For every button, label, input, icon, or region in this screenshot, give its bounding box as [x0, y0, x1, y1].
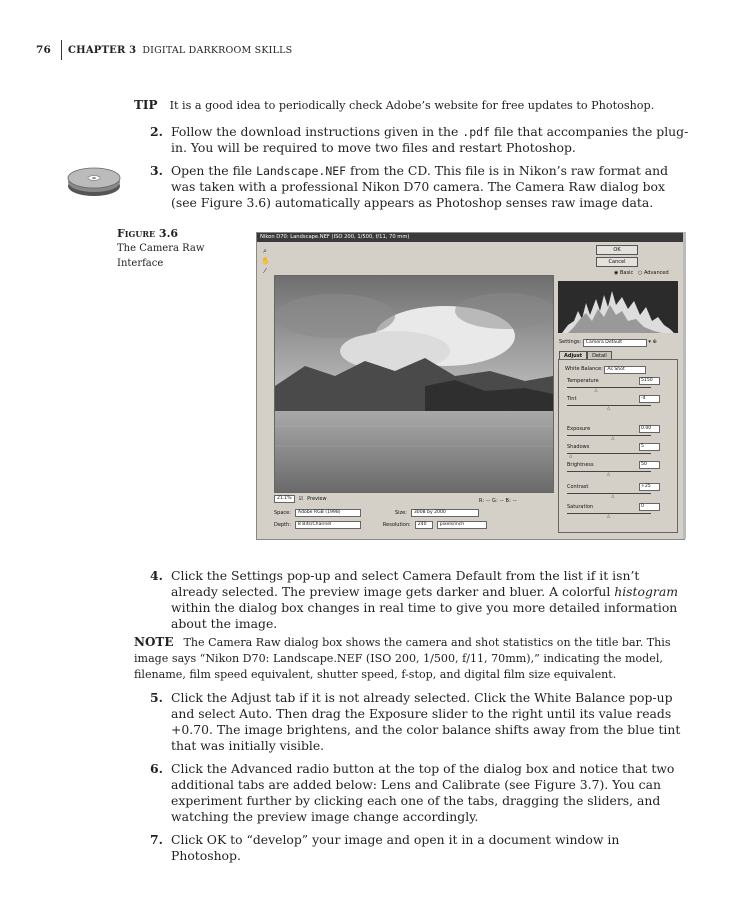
resolution-unit-select[interactable]: pixels/inch [437, 521, 487, 529]
step-item [150, 832, 690, 864]
step-text: file that accompanies the plug-in. You will be required to move two files and restart Photoshop. [171, 124, 689, 155]
step-number: 4. [150, 568, 163, 583]
eyedropper-tool-icon[interactable]: ⁄ [264, 267, 266, 275]
step-item [150, 761, 690, 825]
filename-code: Landscape.NEF [256, 164, 347, 178]
figure-caption [117, 226, 237, 271]
depth-label: Depth: [274, 522, 291, 528]
slider-shadows [567, 444, 673, 462]
depth-select[interactable]: 8 Bits/Channel [295, 521, 361, 529]
slider-value-input[interactable]: 5150 [639, 377, 660, 385]
slider-value-input[interactable]: 5 [639, 443, 660, 451]
white-balance-select[interactable]: As Shot [604, 366, 646, 374]
header-divider [61, 40, 62, 60]
settings-row [559, 339, 657, 347]
figure-shadow [683, 232, 686, 539]
slider-label: Contrast [567, 484, 589, 490]
slider-value-input[interactable]: 50 [639, 461, 660, 469]
slider-thumb-icon[interactable]: △ [611, 493, 615, 498]
settings-label: Settings: [559, 339, 582, 345]
dialog-titlebar: Nikon D70: Landscape.NEF (ISO 200, 1/500, f/11, 70 mm) [257, 233, 684, 242]
step-list-top [150, 124, 690, 218]
slider-exposure [567, 426, 673, 444]
slider-contrast [567, 484, 673, 502]
figure-number: Figure 3.6 [117, 227, 179, 240]
space-label: Space: [274, 510, 291, 516]
slider-track[interactable] [567, 453, 651, 454]
basic-radio-label: Basic [619, 270, 634, 276]
step-text: Click the Adjust tab if it is not already selected. Click the White Balance pop-up and select Auto. Then drag the Exposure slider to the right until its value reads +0.70. The image brightens, and the color balance shifts away from the blue tint that was initially visible. [171, 690, 681, 753]
step-item [150, 163, 690, 211]
space-select[interactable]: Adobe RGB (1998) [295, 509, 361, 517]
tip-label: TIP [134, 98, 158, 112]
settings-menu-icon[interactable]: ▾ ⊕ [648, 339, 657, 345]
step-text: Click OK to “develop” your image and open it in a document window in Photoshop. [171, 832, 620, 863]
slider-tint [567, 396, 673, 414]
preview-image [274, 275, 554, 493]
camera-raw-dialog [256, 232, 685, 540]
slider-label: Temperature [567, 378, 599, 384]
tip-box [134, 98, 734, 112]
note-text: The Camera Raw dialog box shows the camera and shot statistics on the title bar. This image says “Nikon D70: Landscape.NEF (ISO 200, 1/500, f/11, 70mm),” indicating the model, filename, film speed equivalent, shutter speed, f-stop, and digital film size equivalent. [134, 636, 671, 681]
filename-code: .pdf [462, 125, 490, 139]
slider-value-input[interactable]: 0.00 [639, 425, 660, 433]
slider-thumb-icon[interactable]: △ [569, 453, 573, 458]
slider-thumb-icon[interactable]: △ [607, 513, 611, 518]
slider-label: Tint [567, 396, 577, 402]
step-number: 5. [150, 690, 163, 705]
slider-saturation [567, 504, 673, 522]
slider-value-input[interactable]: +25 [639, 483, 660, 491]
emphasis-text: histogram [614, 584, 678, 599]
step-number: 2. [150, 124, 163, 139]
slider-track[interactable] [567, 493, 651, 494]
slider-thumb-icon[interactable]: △ [607, 471, 611, 476]
step-list-middle [150, 568, 690, 639]
slider-thumb-icon[interactable]: △ [611, 435, 615, 440]
tab-adjust[interactable]: Adjust [559, 351, 587, 360]
resolution-label: Resolution: [382, 522, 411, 528]
resolution-input[interactable]: 240 [415, 521, 433, 529]
advanced-radio-label: Advanced [643, 270, 669, 276]
slider-track[interactable] [567, 387, 651, 388]
running-header [36, 40, 292, 60]
step-item [150, 690, 690, 754]
figure-title: The Camera Raw Interface [117, 243, 205, 269]
cancel-button[interactable]: Cancel [596, 257, 638, 267]
slider-value-input[interactable]: 0 [639, 503, 660, 511]
slider-label: Saturation [567, 504, 594, 510]
zoom-select[interactable]: 21.1% [274, 495, 295, 503]
step-text: Click the Settings pop-up and select Camera Default from the list if it isn’t already selected. The preview image gets darker and bluer. A colorful [171, 568, 640, 599]
zoom-tool-icon[interactable]: ⌕ [263, 247, 267, 255]
slider-brightness [567, 462, 673, 480]
slider-track[interactable] [567, 435, 651, 436]
step-text: Follow the download instructions given in the [171, 124, 463, 139]
ok-button[interactable]: OK [596, 245, 638, 255]
depth-row [274, 521, 487, 529]
note-label: NOTE [134, 635, 174, 649]
preview-label: Preview [307, 496, 327, 502]
zoom-preview-row [274, 495, 327, 503]
rgb-readout: R: -- G: -- B: -- [479, 498, 517, 504]
mode-radios [614, 270, 680, 276]
basic-radio[interactable]: ◉ Basic [614, 270, 634, 276]
step-text: Click the Advanced radio button at the top of the dialog box and notice that two additional tabs are added below: Lens and Calibrate (see Figure 3.7). You can experiment further by clicking each one of the tabs, dragging the sliders, and watching the preview image change accordingly. [171, 761, 675, 824]
step-list-bottom [150, 690, 690, 871]
tip-text: It is a good idea to periodically check Adobe’s website for free updates to Photoshop. [169, 99, 655, 112]
chapter-title: DIGITAL DARKROOM SKILLS [142, 44, 293, 56]
page-number: 76 [36, 44, 52, 56]
slider-label: Brightness [567, 462, 594, 468]
step-item [150, 568, 690, 632]
histogram [558, 281, 678, 333]
step-text: from the CD. This file is in Nikon’s raw format and was taken with a professional Nikon D70 camera. The Camera Raw dialog box (see Figure 3.6) automatically appears as Photoshop senses raw image data. [171, 163, 669, 210]
space-row [274, 509, 479, 517]
size-select[interactable]: 3008 by 2000 [411, 509, 479, 517]
white-balance-label: White Balance: [565, 366, 603, 372]
hand-tool-icon[interactable]: ✋ [261, 257, 270, 265]
step-item [150, 124, 690, 156]
adjust-panel [558, 359, 678, 533]
size-label: Size: [394, 510, 407, 516]
toolbox [261, 247, 271, 277]
slider-label: Exposure [567, 426, 591, 432]
tab-detail[interactable]: Detail [587, 351, 612, 360]
step-text: Open the file [171, 163, 257, 178]
slider-label: Shadows [567, 444, 590, 450]
settings-panel [556, 245, 680, 537]
step-number: 6. [150, 761, 163, 776]
slider-thumb-icon[interactable]: △ [594, 387, 598, 392]
slider-thumb-icon[interactable]: △ [607, 405, 611, 410]
step-text: within the dialog box changes in real time to give you more detailed information about the image. [171, 600, 678, 631]
preview-checkbox[interactable]: ☑ [298, 496, 304, 502]
advanced-radio[interactable]: ○ Advanced [637, 270, 669, 276]
chapter-label: CHAPTER 3 [68, 44, 137, 56]
settings-select[interactable]: Camera Default [583, 339, 647, 347]
white-balance-row [565, 366, 646, 374]
note-box [134, 634, 694, 683]
slider-temperature [567, 378, 673, 396]
step-number: 3. [150, 163, 163, 178]
step-number: 7. [150, 832, 163, 847]
slider-value-input[interactable]: -4 [639, 395, 660, 403]
cd-icon [64, 160, 124, 200]
